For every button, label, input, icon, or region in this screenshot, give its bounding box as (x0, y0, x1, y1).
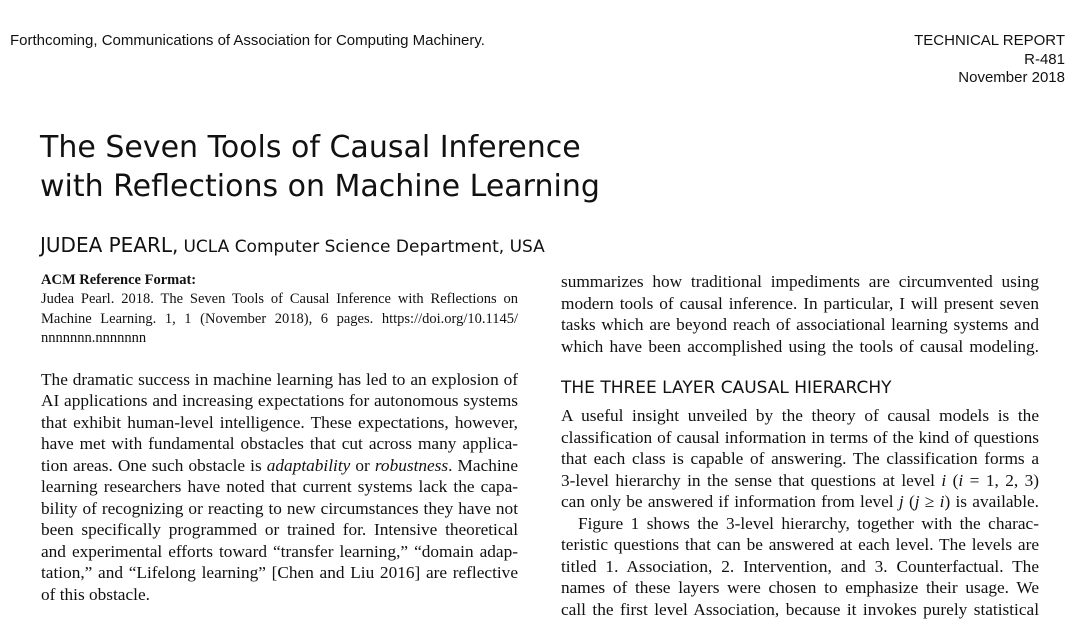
text-line: that exhibit human-level intelligence. These expectations, however, (41, 412, 518, 434)
acm-reference-text (41, 290, 518, 349)
text-line: learning researchers have noted that current systems lack the capa- (41, 476, 518, 498)
text-line: tation,” and “Lifelong learning” [Chen and Liu 2016] are reflective (41, 562, 518, 584)
right-column (561, 271, 1039, 620)
text-line: The dramatic success in machine learning has led to an explosion of (41, 369, 518, 391)
paper-title (40, 128, 660, 206)
text-line (41, 455, 518, 477)
text-line: names of these layers were chosen to emphasize their usage. We (561, 577, 1039, 599)
text-run: ( (946, 471, 958, 490)
hierarchy-paragraph-1 (561, 405, 1039, 513)
intro-paragraph (41, 369, 518, 606)
left-column (41, 271, 518, 605)
text-line: titled 1. Association, 2. Intervention, and 3. Counterfactual. The (561, 556, 1039, 578)
text-line: of this obstacle. (41, 584, 518, 606)
report-type: TECHNICAL REPORT (914, 32, 1065, 51)
text-line: modern tools of causal inference. In particular, I will present seven (561, 293, 1039, 315)
report-date: November 2018 (914, 69, 1065, 88)
author-line (40, 233, 545, 257)
acm-reference-line: Judea Pearl. 2018. The Seven Tools of Causal Inference with Reflections on (41, 290, 518, 310)
text-line: bility of recognizing or reacting to new circumstances they have not (41, 498, 518, 520)
text-run: ) is available. (944, 492, 1039, 511)
text-line (561, 470, 1039, 492)
text-line: that each class is capable of answering. The classification forms a (561, 448, 1039, 470)
acm-reference-heading: ACM Reference Format: (41, 271, 518, 289)
title-line-2: with Reflections on Machine Learning (40, 167, 660, 206)
text-line: call the first level Association, because it invokes purely statistical (561, 599, 1039, 620)
text-line: Figure 1 shows the 3-level hierarchy, together with the charac- (561, 513, 1039, 535)
text-line: A useful insight unveiled by the theory of causal models is the (561, 405, 1039, 427)
section-heading: THE THREE LAYER CAUSAL HIERARCHY (561, 378, 1039, 398)
text-line (561, 491, 1039, 513)
text-line: been specifically programmed or trained for. Intensive theoretical (41, 519, 518, 541)
summary-paragraph (561, 271, 1039, 357)
text-run: ≥ (920, 492, 940, 511)
text-run: ( (904, 492, 915, 511)
text-line: AI applications and increasing expectations for autonomous systems (41, 390, 518, 412)
emphasis-adaptability: adaptability (267, 456, 351, 475)
math-var-i: i (958, 471, 963, 490)
text-line: tasks which are beyond reach of associational learning systems and (561, 314, 1039, 336)
math-var-j: j (899, 492, 904, 511)
report-number: R-481 (914, 51, 1065, 70)
text-run: can only be answered if information from level (561, 492, 899, 511)
text-run: or (350, 456, 375, 475)
math-var-i: i (941, 471, 946, 490)
text-line: classification of causal information in terms of the kind of questions (561, 427, 1039, 449)
emphasis-robustness: robustness (375, 456, 448, 475)
hierarchy-paragraph-2 (561, 513, 1039, 620)
math-var-i: i (940, 492, 945, 511)
text-run: . Machine (448, 456, 518, 475)
acm-reference-line: nnnnnnn.nnnnnnn (41, 329, 518, 349)
math-var-j: j (915, 492, 920, 511)
text-line: have met with fundamental obstacles that cut across many applica- (41, 433, 518, 455)
text-line: and experimental efforts toward “transfer learning,” “domain adap- (41, 541, 518, 563)
text-run: = 1, 2, 3) (963, 471, 1039, 490)
text-run: tion areas. One such obstacle is (41, 456, 267, 475)
acm-reference-line: Machine Learning. 1, 1 (November 2018), 6 pages. https://doi.org/10.1145/ (41, 310, 518, 330)
running-header-venue: Forthcoming, Communications of Association for Computing Machinery. (10, 32, 485, 50)
text-line: summarizes how traditional impediments are circumvented using (561, 271, 1039, 293)
text-run: 3-level hierarchy in the sense that questions at level (561, 471, 941, 490)
text-line: teristic questions that can be answered at each level. The levels are (561, 534, 1039, 556)
text-line: which have been accomplished using the tools of causal modeling. (561, 336, 1039, 358)
author-affiliation: UCLA Computer Science Department, USA (183, 237, 544, 257)
title-line-1: The Seven Tools of Causal Inference (40, 128, 660, 167)
author-name: JUDEA PEARL, (40, 233, 178, 257)
technical-report-label (914, 32, 1065, 88)
